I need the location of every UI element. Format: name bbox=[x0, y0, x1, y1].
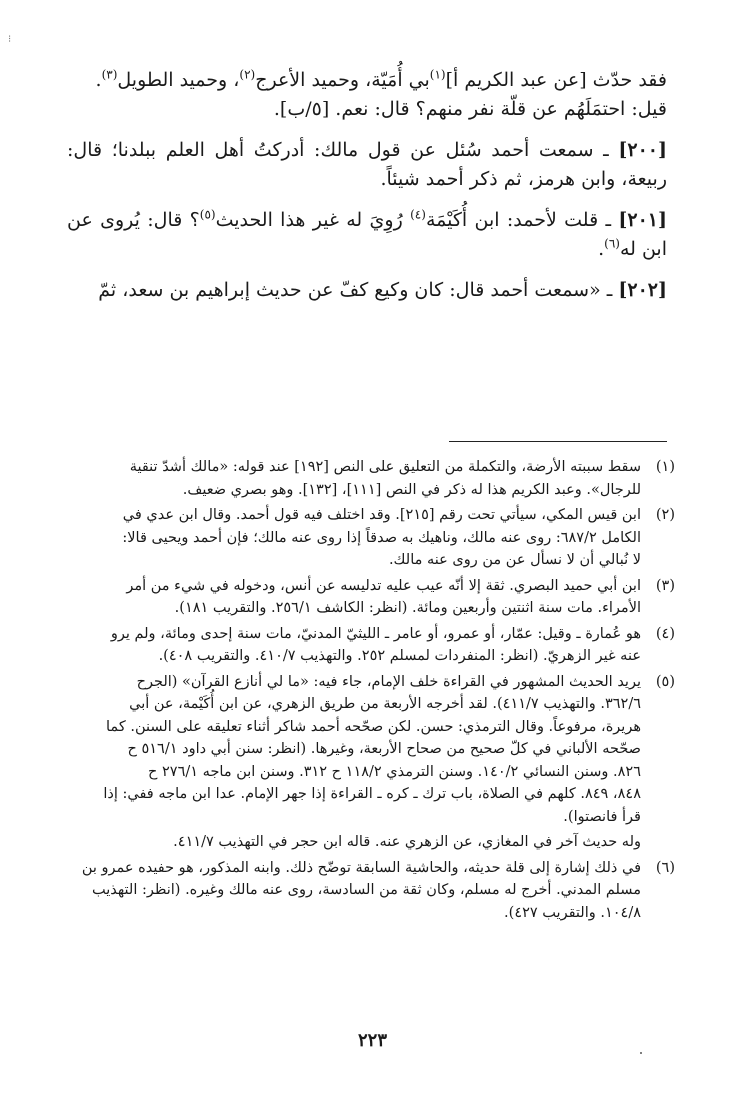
footnote-5-continuation bbox=[67, 831, 675, 854]
footnote-ref-3[interactable]: (٣) bbox=[101, 67, 118, 82]
footnote-line: ٣٦٢/٦. والتهذيب ٤١١/٧). لقد أخرجه الأربعة من طريق الزهري، عن ابن أُكَيْمة، عن أبي bbox=[129, 696, 641, 712]
footnote-line: سقط سببته الأرضة، والتكملة من التعليق على النص [١٩٢] عند قوله: «مالك أشدّ تنقية bbox=[129, 459, 641, 475]
paragraph-202 bbox=[67, 276, 667, 305]
footnotes bbox=[67, 456, 675, 927]
intro-question: قيل: احتمَلَهُم عن قلّة نفر منهم؟ قال: نعم. [٥/ب]. bbox=[273, 98, 667, 120]
footnote-line: ٨٢٦. وسنن النسائي ١٤٠/٢. وسنن الترمذي ١١٨/٢ ح ٣١٢. وسنن ابن ماجه ٢٧٦/١ ح bbox=[148, 763, 641, 780]
footnote-line: وله حديث آخر في المغازي، عن الزهري عنه. قاله ابن حجر في التهذيب ٤١١/٧. bbox=[173, 834, 641, 850]
paragraph-intro bbox=[67, 66, 667, 124]
footnote-line: هو عُمارة ـ وقيل: عمّار، أو عمرو، أو عامر ـ الليثيّ المدنيّ، مات سنة إحدى ومائة، ولم يرو bbox=[110, 625, 641, 642]
footnote-line: الأمراء. مات سنة اثنتين وأربعين ومائة. (انظر: الكاشف ٢٥٦/١. والتقريب ١٨١). bbox=[174, 600, 641, 616]
footnote-body bbox=[67, 857, 641, 925]
footnote-ref-1[interactable]: (١) bbox=[429, 67, 446, 82]
entry-text: ؟ قال: يُروى عن ابن له bbox=[67, 209, 667, 260]
footnote-line: قرأ فانصتوا). bbox=[563, 808, 641, 825]
footnote-4 bbox=[67, 623, 675, 668]
footnote-line: الكامل ٦٨٧/٢: روى عنه مالك، وناهيك به صدقاً إذا روى عنه مالك؛ فإن أحمد ويحيى قالا: bbox=[122, 529, 641, 546]
footnote-6 bbox=[67, 857, 675, 925]
footnote-line: لا نُبالي أن لا نسأل عن من روى عنه مالك. bbox=[388, 552, 641, 568]
footnote-ref-4[interactable]: (٤) bbox=[410, 207, 426, 222]
footnote-marker: (١) bbox=[655, 459, 675, 475]
footnote-1 bbox=[67, 456, 675, 501]
intro-text: بي أُمَيّة، وحميد الأعرج bbox=[255, 69, 430, 91]
footnote-body bbox=[67, 623, 641, 668]
footnote-line: يريد الحديث المشهور في القراءة خلف الإمام، جاء فيه: «ما لي أنازع القرآن» (الجرح bbox=[136, 673, 641, 690]
footnote-line: ٨٤٨، ٨٤٩. كلهم في الصلاة، باب ترك ـ كره ـ القراءة إذا جهر الإمام. عدا ابن ماجه ففي: إذا bbox=[103, 786, 641, 802]
footnote-line: في ذلك إشارة إلى قلة حديثه، والحاشية السابقة توضّح ذلك. وابنه المذكور، هو حفيده عمرو بن bbox=[81, 859, 641, 876]
page-number: ٢٢٣ bbox=[357, 1030, 387, 1051]
intro-text: ، وحميد الطويل bbox=[117, 69, 240, 91]
footnote-ref-5[interactable]: (٥) bbox=[199, 207, 216, 222]
footnote-ref-6[interactable]: (٦) bbox=[604, 236, 620, 251]
scan-speck bbox=[640, 1052, 642, 1054]
footnote-line: عنه غير الزهريّ. (انظر: المنفردات لمسلم ٢٥٢. والتهذيب ٤١٠/٧. والتقريب ٤٠٨). bbox=[158, 648, 641, 664]
entry-number: [٢٠٢] bbox=[618, 279, 667, 301]
footnote-body bbox=[67, 831, 641, 854]
entry-text: ـ «سمعت أحمد قال: كان وكيع كفّ عن حديث إبراهيم بن سعد، ثمّ bbox=[98, 279, 619, 301]
paragraph-200 bbox=[67, 136, 667, 194]
footnote-5 bbox=[67, 671, 675, 829]
entry-text: ـ سمعت أحمد سُئل عن قول مالك: أدركتُ أهل العلم ببلدنا؛ قال: ربيعة، وابن هرمز، ثم ذكر أحمد شيئاً. bbox=[67, 139, 667, 190]
scan-edge-mark: ⁝ bbox=[8, 34, 12, 45]
footnote-line: ابن أبي حميد البصري. ثقة إلا أنّه عيب عليه تدليسه عن أنس، ودخوله في شيء من أمر bbox=[126, 577, 641, 594]
footnote-marker: (٦) bbox=[655, 859, 675, 876]
entry-text: . bbox=[598, 238, 605, 260]
footnote-line: صحّحه الألباني في كلّ صحيح من صحاح الأربعة، وغيرها. (انظر: سنن أبي داود ٥١٦/١ ح bbox=[127, 741, 641, 757]
footnote-body bbox=[67, 575, 641, 620]
entry-number: [٢٠١] bbox=[618, 209, 667, 231]
intro-text: . bbox=[95, 69, 102, 91]
footnote-marker: (٢) bbox=[655, 507, 675, 523]
footnote-ref-2[interactable]: (٢) bbox=[239, 67, 256, 82]
paragraph-201 bbox=[67, 206, 667, 264]
entry-text: ـ قلت لأحمد: ابن أُكَيْمَة bbox=[425, 209, 619, 231]
main-text bbox=[67, 66, 667, 317]
footnote-marker: (٤) bbox=[655, 625, 675, 642]
footnote-divider bbox=[449, 441, 667, 442]
footnote-3 bbox=[67, 575, 675, 620]
footnote-2 bbox=[67, 504, 675, 572]
intro-text: فقد حدّث [عن عبد الكريم أ] bbox=[445, 69, 667, 91]
entry-text: رُوِيَ له غير هذا الحديث bbox=[215, 209, 411, 231]
footnote-line: للرجال». وعبد الكريم هذا له ذكر في النص [١١١]، [١٣٢]. وهو بصري ضعيف. bbox=[182, 481, 641, 498]
footnote-body bbox=[67, 671, 641, 829]
entry-number: [٢٠٠] bbox=[618, 139, 667, 161]
footnote-body bbox=[67, 456, 641, 501]
footnote-marker: (٥) bbox=[655, 673, 675, 690]
footnote-body bbox=[67, 504, 641, 572]
footnote-line: ابن قيس المكي، سيأتي تحت رقم [٢١٥]. وقد اختلف فيه قول أحمد. وقال ابن عدي في bbox=[122, 507, 641, 523]
footnote-line: هريرة، مرفوعاً. وقال الترمذي: حسن. لكن صحّحه أحمد شاكر أثناء تعليقه على السنن. كما bbox=[106, 718, 641, 735]
footnote-marker: (٣) bbox=[655, 577, 675, 594]
footnote-line: مسلم المدني. أخرج له مسلم، وكان ثقة من السادسة، روى عنه مالك وغيره. (انظر: التهذيب bbox=[91, 882, 641, 898]
footnote-line: ١٠٤/٨. والتقريب ٤٢٧). bbox=[504, 904, 641, 921]
